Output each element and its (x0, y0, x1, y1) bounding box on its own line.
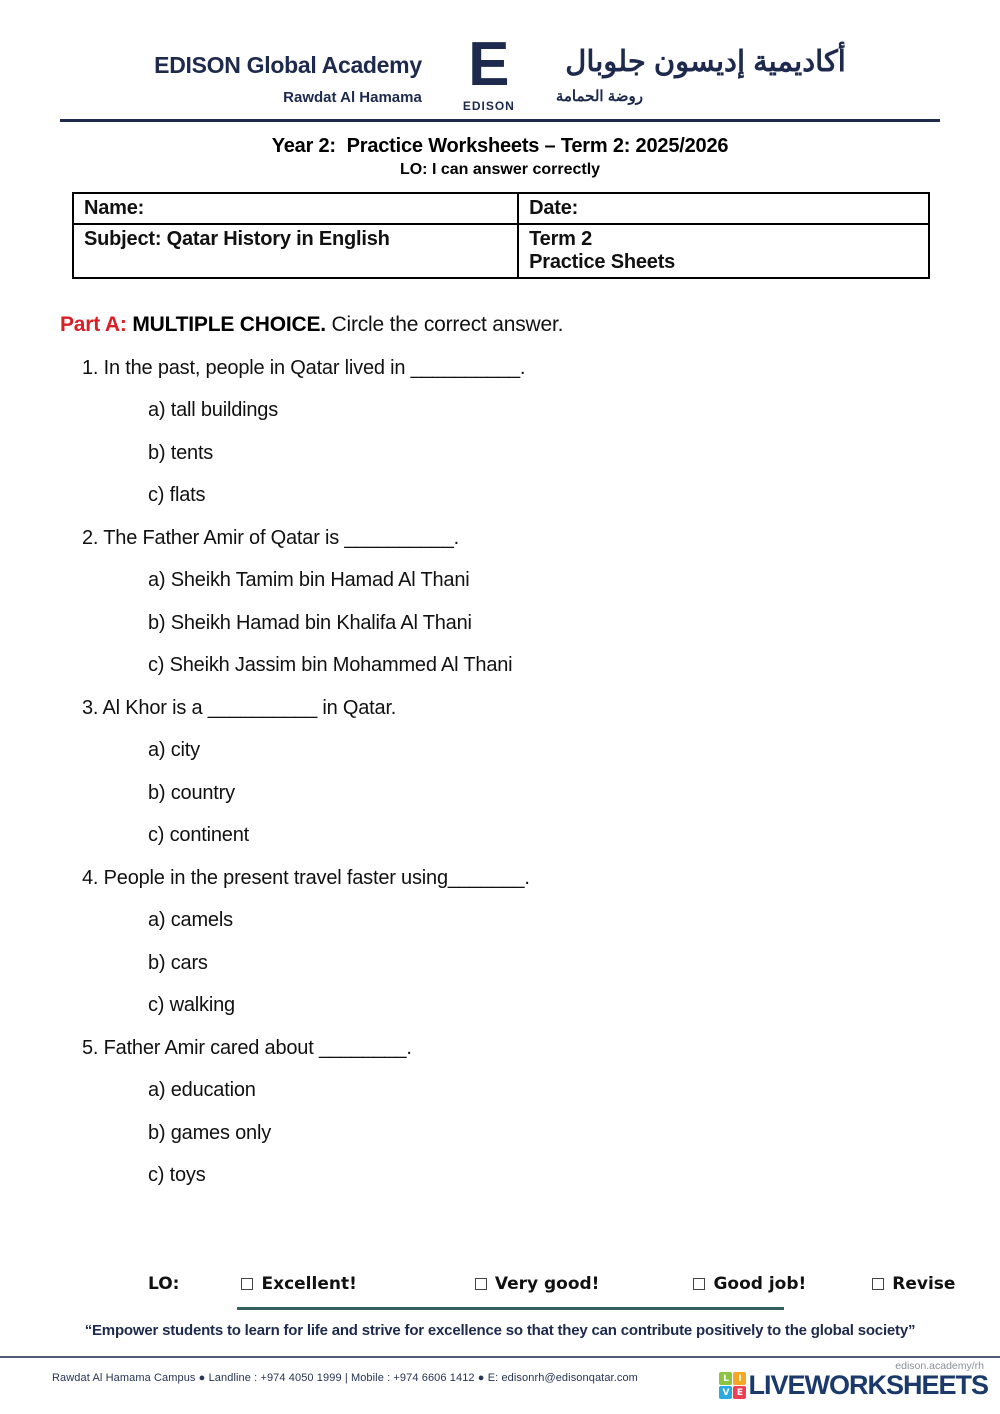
campus-name-en: Rawdat Al Hamama (283, 89, 422, 106)
option-b[interactable]: b) Sheikh Hamad bin Khalifa Al Thani (148, 611, 472, 634)
checkbox-revise[interactable] (872, 1278, 884, 1290)
worksheet-title (0, 135, 1000, 179)
checkbox-good-job[interactable] (693, 1278, 705, 1290)
option-b[interactable]: b) cars (148, 951, 208, 974)
contact-info: Rawdat Al Hamama Campus ● Landline : +974 4050 1999 | Mobile : +974 6606 1412 ● E: edisonrh@edisonqatar.com (52, 1372, 638, 1384)
option-a[interactable]: a) education (148, 1079, 256, 1102)
term-line2: Practice Sheets (529, 250, 676, 273)
question-text: Al Khor is a __________ in Qatar. (102, 696, 397, 719)
worksheet-title-line1: Year 2: Practice Worksheets – Term 2: 2025/2026 (271, 134, 729, 157)
school-logo (448, 30, 530, 113)
question-4 (0, 857, 1000, 1027)
option-c[interactable]: c) toys (148, 1164, 206, 1187)
option-a[interactable]: a) tall buildings (148, 399, 279, 422)
lo-label: LO: (148, 1274, 180, 1294)
mission-quote: “Empower students to learn for life and strive for excellence so that they can contribute positively to the global society” (84, 1322, 916, 1339)
edison-logo-word: EDISON (462, 98, 515, 113)
name-field-label: Name: (73, 193, 518, 224)
option-c[interactable]: c) flats (148, 484, 206, 507)
liveworksheets-branding[interactable] (719, 1360, 988, 1401)
liveworksheets-wordmark: LIVEWORKSHEETS (748, 1370, 988, 1400)
edison-e-logo-icon: E (468, 30, 510, 99)
question-number: 1. (82, 356, 99, 379)
option-c[interactable]: c) continent (148, 824, 249, 847)
term-cell (518, 224, 929, 278)
page-header (0, 0, 1000, 113)
table-row (73, 224, 929, 278)
page-footer (0, 1356, 1000, 1414)
question-number: 5. (82, 1036, 99, 1059)
worksheet-title-line2: LO: I can answer correctly (399, 160, 601, 178)
question-2 (0, 517, 1000, 687)
part-a-label: Part A: (60, 312, 127, 336)
school-name-ar: أكاديمية إديسون جلوبال (565, 46, 846, 78)
question-number: 2. (82, 526, 99, 549)
question-5 (0, 1027, 1000, 1197)
lo-option-excellent (241, 1274, 356, 1294)
question-text: In the past, people in Qatar lived in __________. (103, 356, 526, 379)
part-a-heading (60, 313, 1000, 337)
question-number: 4. (82, 866, 99, 889)
question-text: People in the present travel faster using_______. (103, 866, 530, 889)
question-text: Father Amir cared about ________. (103, 1036, 412, 1059)
liveworksheets-grid-icon (719, 1372, 746, 1399)
question-1 (0, 347, 1000, 517)
checkbox-excellent[interactable] (241, 1278, 253, 1290)
question-number: 3. (82, 696, 99, 719)
lo-option-good-job (693, 1274, 806, 1294)
question-text: The Father Amir of Qatar is __________. (103, 526, 460, 549)
school-name-en: EDISON Global Academy (154, 52, 422, 78)
date-field-label: Date: (518, 193, 929, 224)
lo-underline (237, 1307, 784, 1310)
option-a[interactable]: a) Sheikh Tamim bin Hamad Al Thani (148, 569, 470, 592)
header-divider (60, 119, 940, 122)
school-identity-en (154, 36, 422, 106)
subject-label: Subject: Qatar History in English (73, 224, 518, 278)
live-grid-cell-e: E (733, 1386, 746, 1399)
option-c[interactable]: c) Sheikh Jassim bin Mohammed Al Thani (148, 654, 513, 677)
lo-option-label: Very good! (494, 1274, 600, 1294)
option-b[interactable]: b) games only (148, 1121, 272, 1144)
school-identity-ar (556, 36, 846, 105)
lo-option-label: Revise (892, 1274, 956, 1294)
term-line1: Term 2 (529, 227, 593, 250)
live-grid-cell-i: I (733, 1372, 746, 1385)
checkbox-very-good[interactable] (475, 1278, 487, 1290)
lo-option-label: Good job! (713, 1274, 807, 1294)
info-table (72, 192, 930, 279)
live-grid-cell-l: L (719, 1372, 732, 1385)
table-row (73, 193, 929, 224)
part-a-instruction: Circle the correct answer. (331, 312, 564, 336)
campus-name-ar: روضة الحمامة (555, 88, 644, 105)
worksheet-url: edison.academy/rh (895, 1360, 984, 1372)
lo-assessment-row (148, 1274, 1000, 1294)
assessment-section (0, 1274, 1000, 1339)
question-3 (0, 687, 1000, 857)
live-grid-cell-v: V (719, 1386, 732, 1399)
lo-option-very-good (475, 1274, 600, 1294)
option-b[interactable]: b) tents (148, 441, 214, 464)
lo-option-label: Excellent! (261, 1274, 357, 1294)
option-c[interactable]: c) walking (148, 994, 235, 1017)
questions-list (0, 347, 1000, 1197)
option-b[interactable]: b) country (148, 781, 235, 804)
option-a[interactable]: a) camels (148, 909, 233, 932)
part-a-type: MULTIPLE CHOICE. (132, 312, 326, 336)
option-a[interactable]: a) city (148, 739, 200, 762)
liveworksheets-logo[interactable] (719, 1370, 988, 1401)
lo-option-revise (872, 1274, 955, 1294)
